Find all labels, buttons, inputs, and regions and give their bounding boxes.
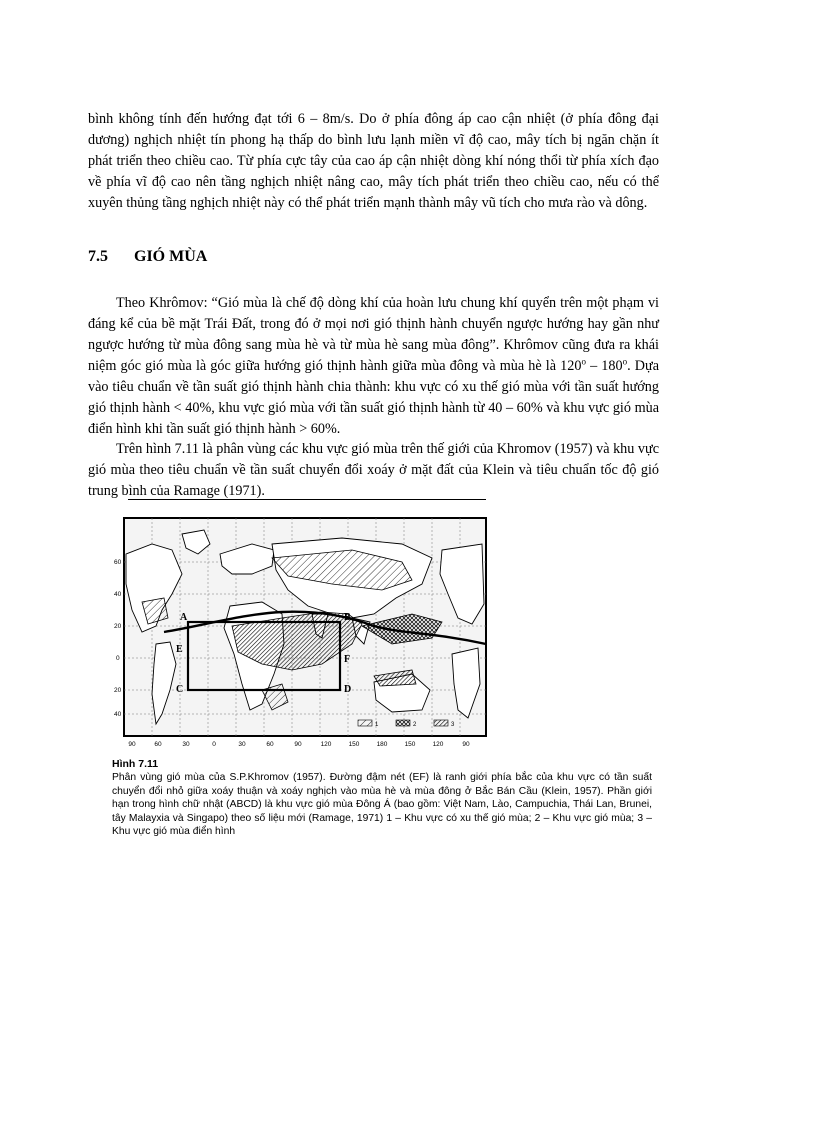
para2-part-c: . Dựa vào tiêu chuẩn về tần suất gió thịnh hành chia thành: khu vực có xu thế gió mùa với tần suất hướng gió thịnh hành < 40%, khu vực gió mùa với tần suất gió thịnh hành từ 40 – 60% và khu vực gió mùa điển hình khi tần suất gió thịnh hành > 60%. [88,358,659,437]
figure-caption-text: Phân vùng gió mùa của S.P.Khromov (1957). Đường đậm nét (EF) là ranh giới phía bắc của khu vực có tần suất chuyển đổi nhỏ giữa xoáy thuận và xoáy nghịch vào mùa hè và mùa đông ở Bắc Bán Cầu (Klein, 1957). Phần giới hạn trong hình chữ nhật (ABCD) là khu vực gió mùa Đông Á (bao gồm: Việt Nam, Lào, Campuchia, Thái Lan, Brunei, tây Malayxia và Singapo) theo số liệu mới (Ramage, 1971) 1 – Khu vực có xu thế gió mùa; 2 – Khu vực gió mùa; 3 – Khu vực gió mùa điển hình [112,772,652,838]
paragraph-figure-reference: Trên hình 7.11 là phân vùng các khu vực gió mùa trên thế giới của Khromov (1957) và khu vực gió mùa theo tiêu chuẩn về tần suất chuyển đổi xoáy ở mặt đất của Klein và tiêu chuẩn tốc độ gió trung bình của Ramage (1971). [88,441,659,499]
legend-num-3: 3 [451,722,455,728]
label-f: F [344,654,351,665]
paragraph-intro: bình không tính đến hướng đạt tới 6 – 8m/s. Do ở phía đông áp cao cận nhiệt (ở phía đông đại dương) nghịch nhiệt tín phong hạ thấp do bình lưu lạnh miền vĩ độ cao, mây tích bị ngăn chặn ít phát triển theo chiều cao. Từ phía cực tây của cao áp cận nhiệt dòng khí nóng thổi từ phía xích đạo về phía vĩ độ cao nên tầng nghịch nhiệt nâng cao, mây tích phát triển theo chiều cao, nếu có thể xuyên thủng tầng nghịch nhiệt này có thể phát triển mạnh thành mây vũ tích cho mưa rào và dông. [88,111,659,211]
lon-label: 150 [348,741,360,748]
lon-label: 90 [462,741,470,748]
lat-label: 20 [114,623,122,630]
lat-label: 60 [114,559,122,566]
lon-label: 90 [294,741,302,748]
legend-swatch-2 [396,720,410,726]
label-c: C [176,684,184,695]
legend-swatch-1 [358,720,372,726]
lon-label: 180 [376,741,388,748]
paragraph-khromov-definition [88,293,659,440]
lon-label: 120 [320,741,332,748]
lat-label: 0 [116,655,120,662]
legend-num-2: 2 [413,722,417,728]
label-d: D [344,684,352,695]
lat-label: 40 [114,591,122,598]
para2-part-a: Theo Khrômov: “Gió mùa là chế độ dòng khí của hoàn lưu chung khí quyển trên một phạm vi đáng kể của bề mặt Trái Đất, trong đó ở mọi nơi gió thịnh hành chuyển ngược hướng hay gần như ngược hướng từ mùa đông sang mùa hè và từ mùa hè sang mùa đông”. Khrômov cũng đưa ra khái niệm góc gió mùa là góc giữa hướng gió thịnh hành giữa mùa đông và mùa hè là 120 [88,295,659,374]
para2-part-b: – 180 [585,358,623,374]
lon-label: 30 [182,741,190,748]
lon-label: 60 [266,741,274,748]
lon-label: 60 [154,741,162,748]
legend-num-1: 1 [375,722,379,728]
legend-swatch-3 [434,720,448,726]
lon-label: 120 [432,741,444,748]
figure-top-rule [128,499,486,500]
label-b: B [344,612,351,623]
section-title: GIÓ MÙA [134,248,208,265]
lon-label: 30 [238,741,246,748]
lon-label: 90 [128,741,136,748]
section-number: 7.5 [88,248,108,265]
figure-caption-title: Hình 7.11 [112,758,159,770]
lon-label: 0 [212,741,216,748]
monsoon-map-figure [112,514,492,754]
degree-sup-2: o [622,356,628,367]
label-a: A [180,612,188,623]
label-e: E [176,644,183,655]
degree-sup-1: o [581,356,586,367]
section-heading [88,248,207,266]
lat-label: 40 [114,711,122,718]
lon-label: 150 [404,741,416,748]
lat-label: 20 [114,687,122,694]
